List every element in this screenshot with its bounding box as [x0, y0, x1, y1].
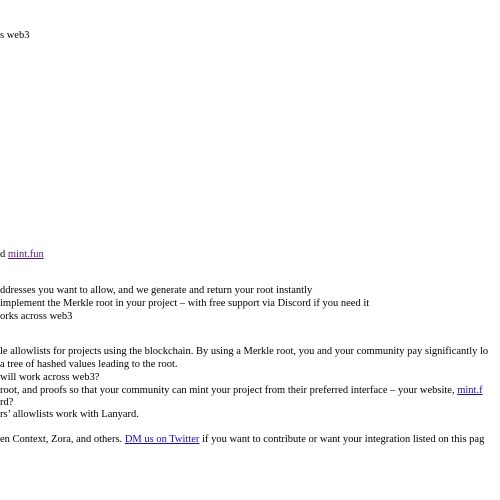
intro-text — [0, 29, 29, 42]
step-line-3: orks across web3 — [0, 311, 73, 322]
footer-text — [0, 433, 484, 446]
step-line-2: implement the Merkle root in your project – with free support via Discord if you need it — [0, 298, 370, 309]
faq-line-3: will work across web3? — [0, 372, 100, 383]
credits-prefix: d — [0, 249, 8, 260]
mint-f-link[interactable]: mint.f — [457, 385, 483, 396]
faq-line-6: rs’ allowlists work with Lanyard. — [0, 409, 139, 420]
intro-line: s web3 — [0, 30, 30, 41]
footer-prefix: en Context, Zora, and others. — [0, 434, 125, 445]
faq-line-4 — [0, 384, 483, 397]
step-line-1: ddresses you want to allow, and we generate and return your root instantly — [0, 285, 313, 296]
faq-line-4-text: root, and proofs so that your community can mint your project from their preferred interface – your website, — [0, 385, 458, 396]
faq-line-2: a tree of hashed values leading to the root. — [0, 359, 178, 370]
dm-twitter-link[interactable]: DM us on Twitter — [124, 434, 200, 445]
faq-line-1: le allowlists for projects using the blockchain. By using a Merkle root, you and your community pay significantly lo — [0, 346, 489, 357]
faq-line-5: rd? — [0, 397, 14, 408]
credits-text — [0, 248, 44, 261]
footer-suffix: if you want to contribute or want your integration listed on this pag — [199, 434, 485, 445]
mint-fun-link[interactable]: mint.fun — [7, 249, 44, 260]
